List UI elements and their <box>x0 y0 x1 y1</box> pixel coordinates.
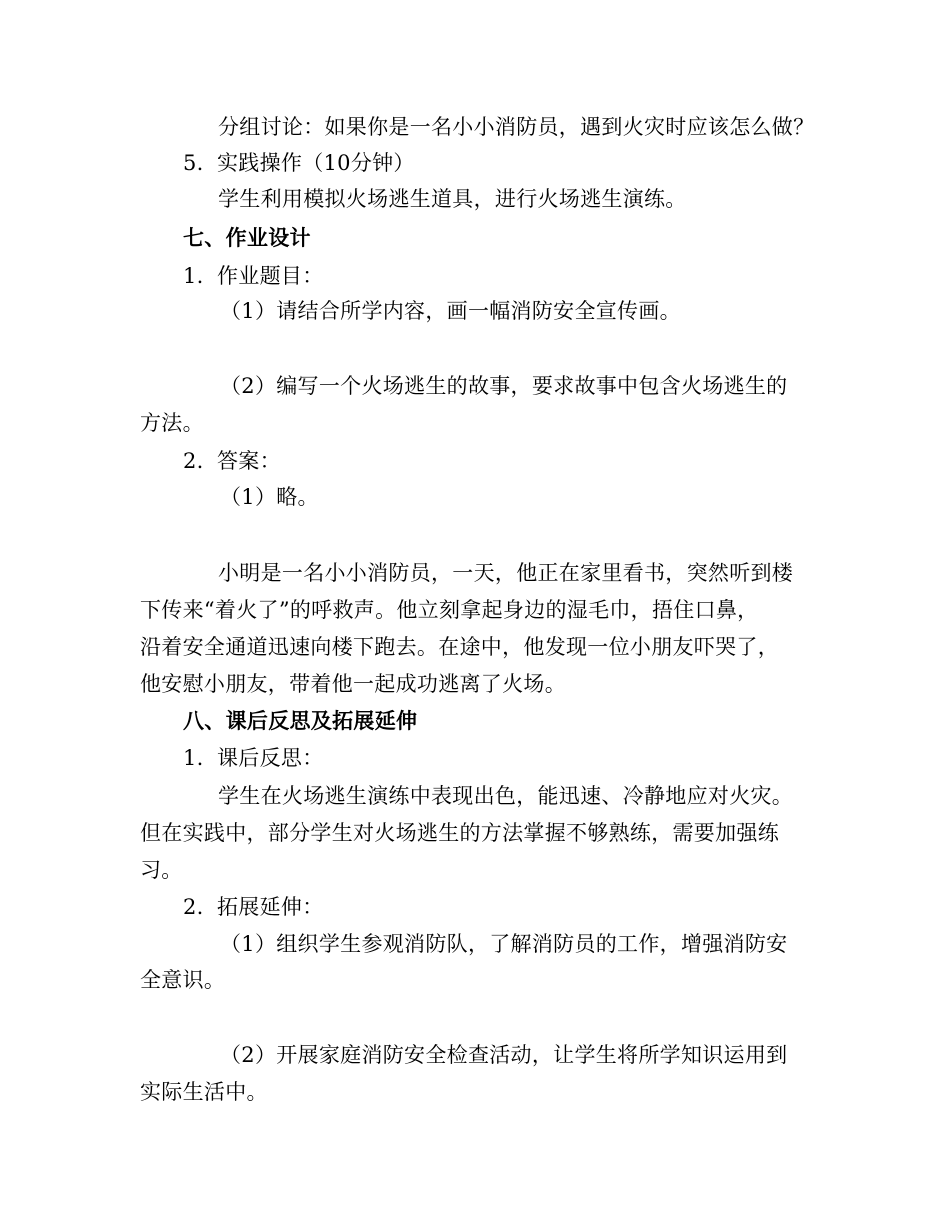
extension-item-1: （1）组织学生参观消防队，了解消防员的工作，增强消防安 <box>220 932 788 956</box>
story-paragraph-line-2: 下传来“着火了”的呼救声。他立刻拿起身边的湿毛巾，捂住口鼻， <box>140 598 759 622</box>
story-paragraph-line-1: 小明是一名小小消防员，一天，他正在家里看书，突然听到楼 <box>218 561 794 585</box>
list-text: 实践操作（10分钟） <box>217 151 415 175</box>
list-item-practice <box>183 149 415 177</box>
list-number: 2. <box>183 895 204 919</box>
homework-item-2-continued: 方法。 <box>140 411 204 435</box>
answer-item-1: （1）略。 <box>220 485 319 509</box>
paragraph-practice-detail: 学生利用模拟火场逃生道具，进行火场逃生演练。 <box>218 187 687 211</box>
reflection-paragraph-line-3: 习。 <box>140 858 183 882</box>
list-text: 作业题目： <box>217 264 324 288</box>
list-item-extension <box>183 893 324 921</box>
extension-item-2-continued: 实际生活中。 <box>140 1080 268 1104</box>
homework-item-1: （1）请结合所学内容，画一幅消防安全宣传画。 <box>220 299 681 323</box>
reflection-paragraph-line-2: 但在实践中，部分学生对火场逃生的方法掌握不够熟练，需要加强练 <box>140 821 779 845</box>
list-text: 课后反思： <box>217 746 324 770</box>
story-paragraph-line-3: 沿着安全通道迅速向楼下跑去。在途中，他发现一位小朋友吓哭了， <box>140 635 779 659</box>
list-text: 答案： <box>217 449 281 473</box>
story-paragraph-line-4: 他安慰小朋友，带着他一起成功逃离了火场。 <box>140 672 566 696</box>
list-number: 1. <box>183 746 204 770</box>
list-item-homework-topics <box>183 262 324 290</box>
extension-item-2: （2）开展家庭消防安全检查活动，让学生将所学知识运用到 <box>220 1043 788 1067</box>
list-number: 1. <box>183 264 204 288</box>
section-heading-homework: 七、作业设计 <box>183 226 311 250</box>
paragraph-group-discussion: 分组讨论：如果你是一名小小消防员，遇到火灾时应该怎么做？ <box>218 115 815 139</box>
list-item-reflection <box>183 744 324 772</box>
section-heading-reflection: 八、课后反思及拓展延伸 <box>183 709 418 733</box>
list-item-answers <box>183 447 281 475</box>
list-text: 拓展延伸： <box>217 895 324 919</box>
extension-item-1-continued: 全意识。 <box>140 968 226 992</box>
list-number: 2. <box>183 449 204 473</box>
reflection-paragraph-line-1: 学生在火场逃生演练中表现出色，能迅速、冷静地应对火灾。 <box>218 784 794 808</box>
list-number: 5. <box>183 151 204 175</box>
homework-item-2: （2）编写一个火场逃生的故事，要求故事中包含火场逃生的 <box>220 374 788 398</box>
